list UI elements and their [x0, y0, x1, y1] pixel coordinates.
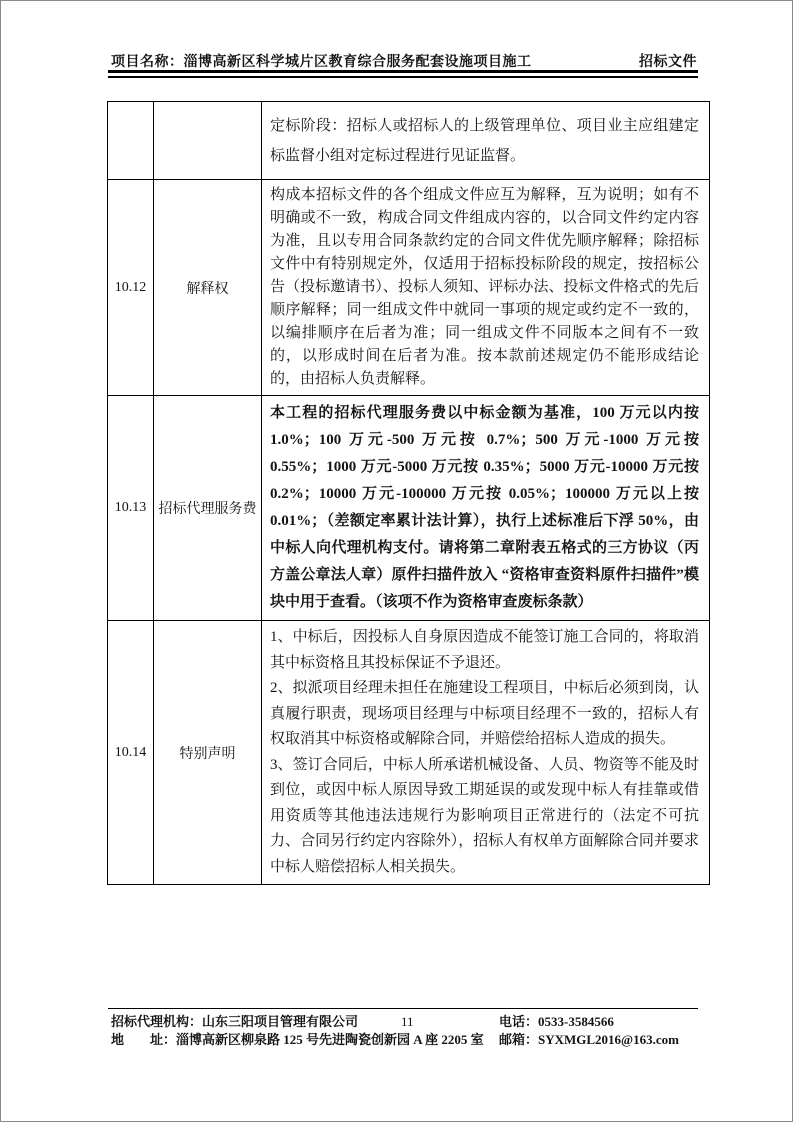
table-row-10-14	[108, 621, 710, 885]
header-project-name: 项目名称：淄博高新区科学城片区教育综合服务配套设施项目施工	[111, 55, 532, 70]
clause-paragraph: 2、拟派项目经理未担任在施建设工程项目，中标后必须到岗，认真履行职责，现场项目经理与中标项目经理不一致的，招标人有权取消其中标资格或解除合同，并赔偿给招标人造成的损失。	[270, 680, 699, 747]
clause-content-cell	[262, 396, 710, 621]
clause-content-cell	[262, 621, 710, 885]
clause-title-cell	[154, 102, 262, 180]
clause-paragraph: 本工程的招标代理服务费以中标金额为基准，100 万元以内按 1.0%；100 万元-500 万元按 0.7%；500 万元-1000 万元按 0.55%；1000 万元-5000 万元按 0.35%；5000 万元-10000 万元按 0.2%；10000 万元-100000 万元按 0.05%；100000 万元以上按 0.01%；（差额定率累计法计算），执行上述标准后下浮 50%，由中标人向代理机构支付。请将第二章附表五格式的三方协议（丙方盖公章法人章）原件扫描件放入 “资格审查资料原件扫描件”模块中用于查看。（该项不作为资格审查废标条款）	[270, 405, 699, 610]
table-row-10-13	[108, 396, 710, 621]
page-footer	[111, 1013, 701, 1049]
footer-line-2	[111, 1031, 701, 1049]
table-row-10-12	[108, 180, 710, 396]
clause-title-cell: 特别声明	[154, 621, 262, 885]
header-doc-type: 招标文件	[639, 55, 697, 70]
footer-line-1	[111, 1013, 701, 1031]
footer-address: 地 址：淄博高新区柳泉路 125 号先进陶瓷创新园 A 座 2205 室	[111, 1032, 484, 1047]
clause-number-cell: 10.12	[108, 180, 154, 396]
clause-content-cell	[262, 102, 710, 180]
footer-phone: 电话：0533-3584566	[499, 1014, 614, 1029]
footer-rule	[108, 1008, 698, 1009]
table-row-continuation	[108, 102, 710, 180]
header-double-rule	[108, 70, 698, 78]
clause-number-cell: 10.14	[108, 621, 154, 885]
clause-number-cell	[108, 102, 154, 180]
footer-page-number: 11	[401, 1014, 414, 1029]
page-header	[111, 51, 697, 71]
footer-email: 邮箱：SYXMGL2016@163.com	[499, 1032, 680, 1047]
footer-agency: 招标代理机构：山东三阳项目管理有限公司	[111, 1014, 359, 1029]
clauses-table	[107, 101, 710, 885]
clause-paragraph: 构成本招标文件的各个组成文件应互为解释，互为说明；如有不明确或不一致，构成合同文件组成内容的，以合同文件约定内容为准，且以专用合同条款约定的合同文件优先顺序解释；除招标文件中有特别规定外，仅适用于招标投标阶段的规定，按招标公告（投标邀请书）、投标人须知、评标办法、投标文件格式的先后顺序解释；同一组成文件中就同一事项的规定或约定不一致的，以编排顺序在后者为准；同一组成文件不同版本之间有不一致的，以形成时间在后者为准。按本款前述规定仍不能形成结论的，由招标人负责解释。	[270, 187, 699, 387]
clause-number-cell: 10.13	[108, 396, 154, 621]
clause-content-cell	[262, 180, 710, 396]
clause-title-cell: 解释权	[154, 180, 262, 396]
clause-paragraph: 3、签订合同后，中标人所承诺机械设备、人员、物资等不能及时到位，或因中标人原因导致工期延误的或发现中标人有挂靠或借用资质等其他违法违规行为影响项目正常进行的（法定不可抗力、合同另行约定内容除外），招标人有权单方面解除合同并要求中标人赔偿招标人相关损失。	[270, 756, 699, 875]
clause-paragraph: 1、中标后，因投标人自身原因造成不能签订施工合同的，将取消其中标资格且其投标保证不予退还。	[270, 629, 699, 671]
clause-paragraph: 定标阶段：招标人或招标人的上级管理单位、项目业主应组建定标监督小组对定标过程进行见证监督。	[270, 117, 699, 164]
clause-title-cell: 招标代理服务费	[154, 396, 262, 621]
